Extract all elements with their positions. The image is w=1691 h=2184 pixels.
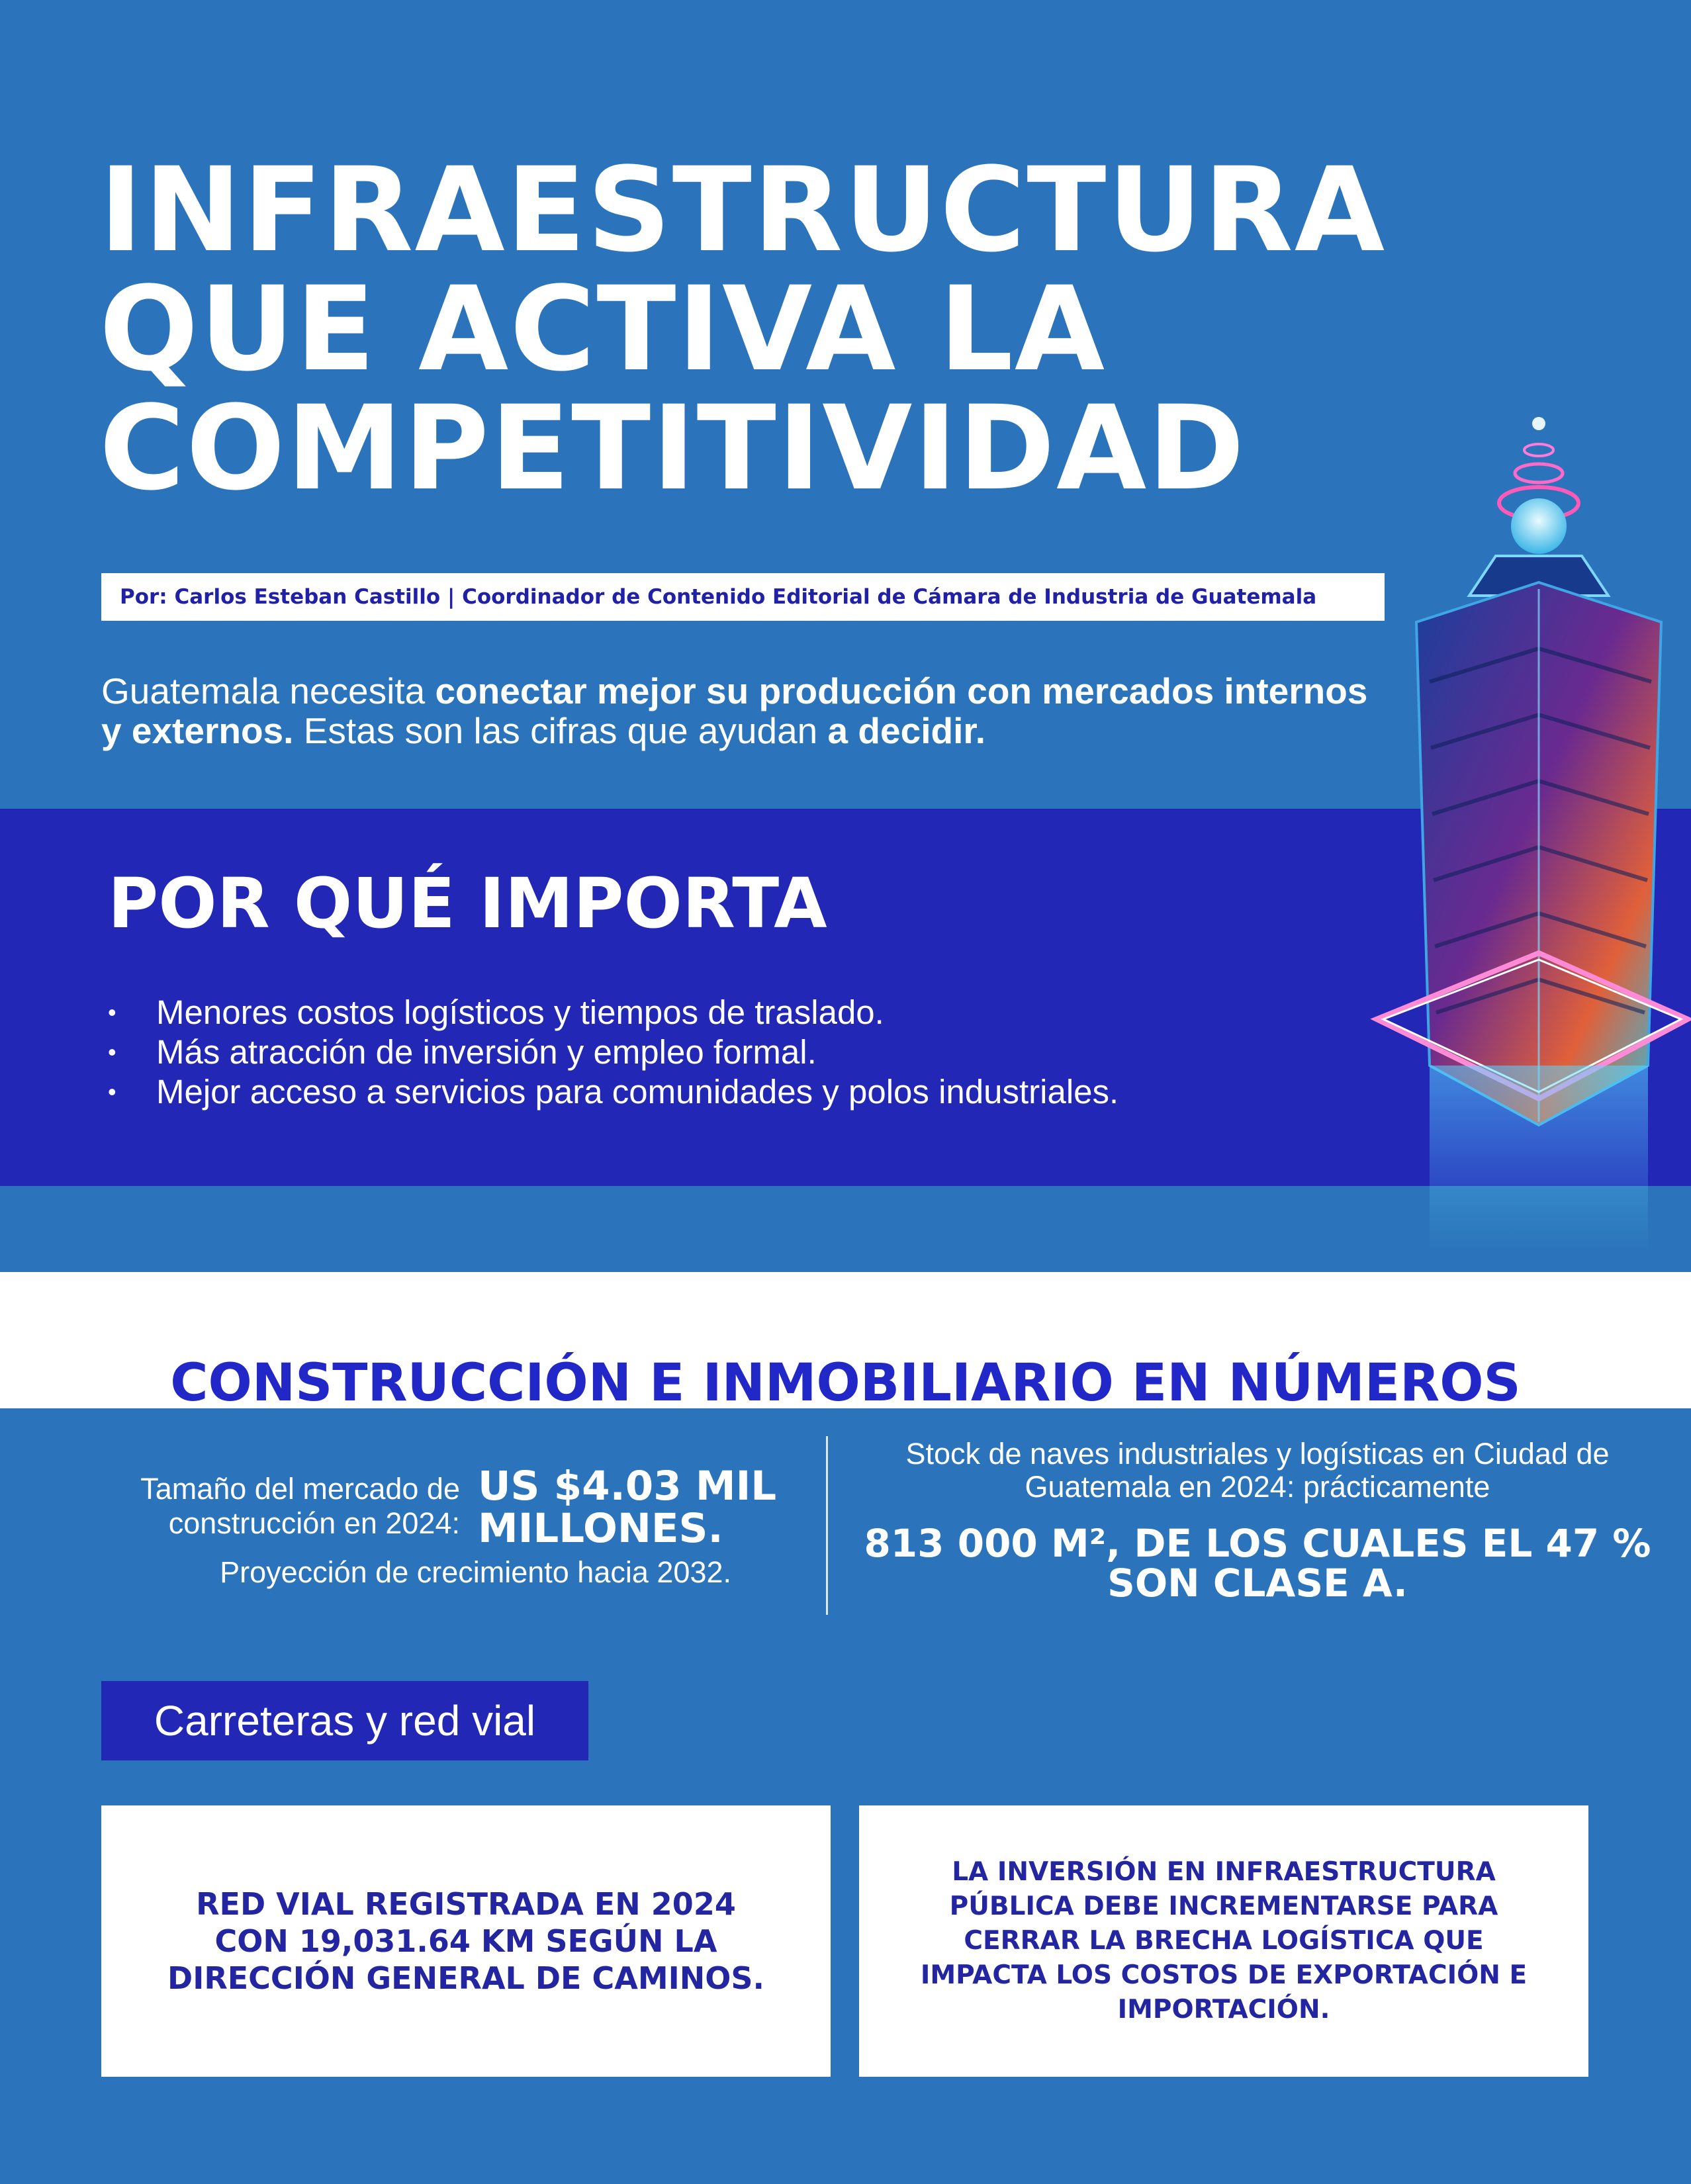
intro-text: [101, 671, 1392, 751]
intro-part-3: Estas son las cifras que ayudan: [293, 710, 828, 751]
byline: Por: Carlos Esteban Castillo | Coordinador de Contenido Editorial de Cámara de Industria de Guatemala: [101, 573, 1385, 621]
investment-card: [859, 1805, 1588, 2077]
why-list: [108, 993, 1119, 1112]
market-size-label: Tamaño del mercado de construcción en 2024:: [140, 1472, 460, 1540]
intro-part-4: a decidir.: [827, 710, 985, 751]
title-line-3: COMPETITIVIDAD: [99, 381, 1246, 516]
why-item: • Mejor acceso a servicios para comunidades y polos industriales.: [108, 1072, 1119, 1112]
warehouse-stock-value: 813 000 M², DE LOS CUALES EL 47 % SON CLASE A.: [864, 1521, 1651, 1606]
why-item: • Más atracción de inversión y empleo formal.: [108, 1032, 1119, 1072]
numbers-title: CONSTRUCCIÓN E INMOBILIARIO EN NÚMEROS: [170, 1353, 1521, 1413]
road-network-card: [101, 1805, 831, 2077]
stats-divider: [826, 1436, 828, 1615]
warehouse-stock-label: Stock de naves industriales y logísticas en Ciudad de Guatemala en 2024: prácticamente: [905, 1437, 1610, 1504]
why-title: POR QUÉ IMPORTA: [108, 863, 827, 944]
title-line-2: QUE ACTIVA LA: [99, 261, 1107, 397]
roads-subhead: Carreteras y red vial: [101, 1681, 588, 1760]
glowing-tower-illustration: [1317, 404, 1691, 1264]
title-line-1: INFRAESTRUCTURA: [99, 142, 1387, 278]
road-network-text: RED VIAL REGISTRADA EN 2024 CON 19,031.64 KM SEGÚN LA DIRECCIÓN GENERAL DE CAMINOS.: [167, 1886, 764, 1996]
why-item: • Menores costos logísticos y tiempos de traslado.: [108, 993, 1119, 1032]
intro-part-2: conectar mejor su producción con mercados internos y externos.: [101, 670, 1368, 751]
intro-part-1: Guatemala necesita: [101, 670, 435, 711]
investment-text: LA INVERSIÓN EN INFRAESTRUCTURA PÚBLICA DEBE INCREMENTARSE PARA CERRAR LA BRECHA LOGÍSTICA QUE IMPACTA LOS COSTOS DE EXPORTACIÓN E IMPORTACIÓN.: [920, 1857, 1528, 2025]
market-projection-note: Proyección de crecimiento hacia 2032.: [220, 1555, 731, 1589]
market-size-value: US $4.03 MIL MILLONES.: [478, 1463, 777, 1552]
page-title: [99, 142, 1387, 516]
